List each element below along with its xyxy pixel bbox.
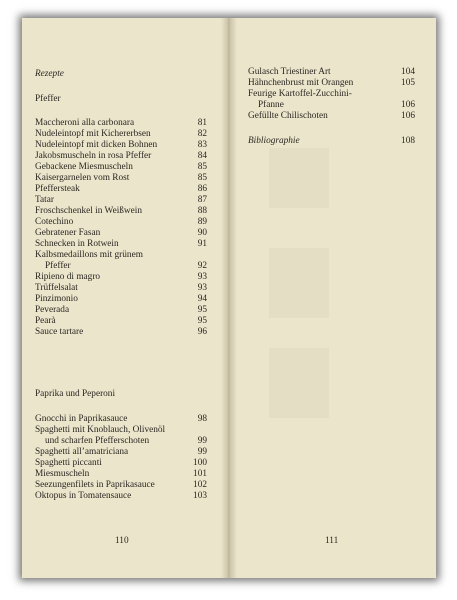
toc-page-number: 108 <box>401 136 415 146</box>
toc-page-number: 89 <box>197 217 207 227</box>
open-book <box>22 18 436 578</box>
toc-page-number: 93 <box>197 283 207 293</box>
toc-page-number: 100 <box>193 458 207 468</box>
toc-page-number: 93 <box>197 272 207 282</box>
toc-page-number: 94 <box>197 294 207 304</box>
page-number-right: 111 <box>325 536 339 546</box>
toc-entry: Kalbsmedaillons mit grünem <box>35 250 143 260</box>
toc-entry: Schnecken in Rotwein <box>35 239 119 249</box>
toc-entry: Spaghetti mit Knoblauch, Olivenöl <box>35 425 166 435</box>
toc-page-number: 102 <box>193 480 207 490</box>
right-page <box>229 18 436 578</box>
toc-entry: Gnocchi in Paprikasauce <box>35 414 128 424</box>
toc-entry: Jakobsmuscheln in rosa Pfeffer <box>35 151 152 161</box>
toc-entry: Trüffelsalat <box>35 283 78 293</box>
toc-page-number: 91 <box>197 239 207 249</box>
toc-entry-continuation: Pfanne <box>258 100 284 110</box>
toc-page-number: 101 <box>193 469 207 479</box>
toc-entry: Spaghetti all’amatriciana <box>35 447 129 457</box>
toc-entry: Tatar <box>35 195 54 205</box>
left-page-header: Rezepte <box>35 69 64 79</box>
toc-page-number: 103 <box>193 491 207 501</box>
toc-entry: Seezungenfilets in Paprikasauce <box>35 480 155 490</box>
toc-entry: Feurige Kartoffel-Zucchini- <box>248 89 352 99</box>
toc-page-number: 82 <box>197 129 207 139</box>
toc-page-number: 87 <box>197 195 207 205</box>
toc-page-number: 95 <box>197 305 207 315</box>
toc-page-number: 88 <box>197 206 207 216</box>
toc-page-number: 96 <box>197 327 207 337</box>
toc-entry: Gebackene Miesmuscheln <box>35 162 133 172</box>
toc-entry: Spaghetti piccanti <box>35 458 102 468</box>
bibliography-entry: Bibliographie <box>248 136 300 146</box>
toc-page-number: 106 <box>401 111 415 121</box>
toc-entry: Froschschenkel in Weißwein <box>35 206 143 216</box>
toc-entry: Oktopus in Tomatensauce <box>35 491 132 501</box>
toc-page-number: 85 <box>197 162 207 172</box>
toc-entry: Gefüllte Chilischoten <box>248 111 328 121</box>
toc-page-number: 95 <box>197 316 207 326</box>
book-gutter <box>221 18 237 578</box>
toc-entry: Ripieno di magro <box>35 272 101 282</box>
toc-page-number: 99 <box>197 436 207 446</box>
toc-page-number: 98 <box>197 414 207 424</box>
toc-entry: Sauce tartare <box>35 327 84 337</box>
toc-page-number: 81 <box>197 118 207 128</box>
toc-entry: Hähnchenbrust mit Orangen <box>248 78 354 88</box>
toc-entry-continuation: und scharfen Pfefferschoten <box>45 436 150 446</box>
section-title-pfeffer: Pfeffer <box>35 94 61 104</box>
toc-entry: Maccheroni alla carbonara <box>35 118 135 128</box>
left-page <box>22 18 227 578</box>
toc-entry: Pearà <box>35 316 56 326</box>
toc-entry: Cotechino <box>35 217 74 227</box>
toc-page-number: 105 <box>401 78 415 88</box>
toc-page-number: 106 <box>401 100 415 110</box>
toc-entry-continuation: Pfeffer <box>45 261 71 271</box>
show-through-shadow <box>269 248 329 318</box>
toc-page-number: 86 <box>197 184 207 194</box>
toc-page-number: 104 <box>401 67 415 77</box>
page-number-left: 110 <box>115 536 129 546</box>
toc-page-number: 84 <box>197 151 207 161</box>
toc-entry: Gebratener Fasan <box>35 228 101 238</box>
show-through-shadow <box>269 148 329 208</box>
toc-page-number: 90 <box>197 228 207 238</box>
toc-page-number: 83 <box>197 140 207 150</box>
toc-entry: Gulasch Triestiner Art <box>248 67 331 77</box>
toc-page-number: 99 <box>197 447 207 457</box>
toc-entry: Nudeleintopf mit dicken Bohnen <box>35 140 158 150</box>
section-title-paprika: Paprika und Peperoni <box>35 389 116 399</box>
toc-entry: Peverada <box>35 305 70 315</box>
toc-entry: Miesmuscheln <box>35 469 90 479</box>
toc-entry: Kaisergarnelen vom Rost <box>35 173 130 183</box>
show-through-shadow <box>269 348 329 418</box>
toc-entry: Pfeffersteak <box>35 184 80 194</box>
toc-page-number: 85 <box>197 173 207 183</box>
toc-entry: Pinzimonio <box>35 294 78 304</box>
toc-page-number: 92 <box>197 261 207 271</box>
toc-entry: Nudeleintopf mit Kichererbsen <box>35 129 151 139</box>
